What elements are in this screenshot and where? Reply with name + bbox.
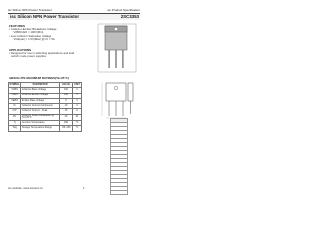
page-title: isc Silicon NPN Power Transistor xyxy=(10,14,80,19)
cell-value: 5 xyxy=(60,98,73,103)
ratings-table xyxy=(8,82,82,132)
cell-value: 40 xyxy=(60,114,73,120)
cell-unit: V xyxy=(73,88,82,93)
cell-parameter: Collector Current - Peak xyxy=(21,109,60,114)
feature-line: : VCE(sat) = 1.5V(Max) @ IC = 5A xyxy=(12,36,55,41)
cell-unit: V xyxy=(73,98,82,103)
application-line: • Designed for use in switching applications and load xyxy=(9,51,75,55)
feature-line: : V(BR)CEO = 100V(Min) xyxy=(12,30,44,35)
cell-value: 10 xyxy=(60,104,73,109)
page-number: 1 xyxy=(83,186,85,190)
cell-value: -55~150 xyxy=(60,126,73,131)
cell-parameter: Junction Temperature xyxy=(21,120,60,125)
cell-symbol: VCBO xyxy=(9,88,21,93)
cell-unit: °C xyxy=(73,126,82,131)
cell-value: 15 xyxy=(60,109,73,114)
part-number: 2SC3353 xyxy=(120,14,139,19)
cell-unit: A xyxy=(73,104,82,109)
col-symbol: SYMBOL xyxy=(9,82,20,86)
cell-parameter: Storage Temperature Range xyxy=(21,126,60,131)
cell-symbol: ICP xyxy=(9,109,21,114)
footer-website: isc website: www.iscsemi.cn xyxy=(8,186,43,190)
feature-line: • Collector-Emitter Breakdown Voltage xyxy=(9,27,57,31)
cell-parameter: Collector Power Dissipation @ TC=25°C xyxy=(21,114,60,120)
cell-parameter: Emitter-Base Voltage xyxy=(21,98,60,103)
cell-value: 150 xyxy=(60,120,73,125)
cell-symbol: VEBO xyxy=(9,98,21,103)
features-list xyxy=(9,28,56,41)
col-unit: UNIT xyxy=(74,82,80,86)
dimension-table xyxy=(110,118,128,195)
cell-symbol: Tj xyxy=(9,120,21,125)
features-heading: FEATURES xyxy=(9,24,25,28)
cell-parameter: Collector-Base Voltage xyxy=(21,88,60,93)
package-drawing xyxy=(94,22,140,76)
ratings-heading: ABSOLUTE MAXIMUM RATINGS(Ta=25°C) xyxy=(9,76,69,80)
cell-unit: A xyxy=(73,109,82,114)
applications-list xyxy=(9,52,74,59)
outline-drawing xyxy=(94,80,142,120)
cell-symbol: IC xyxy=(9,104,21,109)
col-parameter: PARAMETER xyxy=(21,83,60,88)
cell-symbol: PC xyxy=(9,114,21,120)
applications-heading: APPLICATIONS xyxy=(9,48,32,52)
col-value: VALUE xyxy=(60,83,73,88)
feature-line: • Low Collector Saturation Voltage xyxy=(9,33,52,38)
application-line: switch mode power supplies. xyxy=(11,54,47,59)
header-left: isc Silicon NPN Power Transistor xyxy=(8,8,52,12)
cell-unit: V xyxy=(73,93,82,98)
cell-unit: °C xyxy=(73,120,82,125)
cell-value: 100 xyxy=(60,88,73,93)
cell-parameter: Collector Current-Continuous xyxy=(21,104,60,109)
dimension-row xyxy=(110,191,128,195)
header-right: isc Product Specification xyxy=(107,8,140,12)
cell-unit: W xyxy=(73,114,82,120)
table-row xyxy=(9,126,82,131)
cell-symbol: VCEO xyxy=(9,93,21,98)
cell-value: 100 xyxy=(60,93,73,98)
cell-symbol: Tstg xyxy=(9,126,21,131)
cell-parameter: Collector-Emitter Voltage xyxy=(21,93,60,98)
